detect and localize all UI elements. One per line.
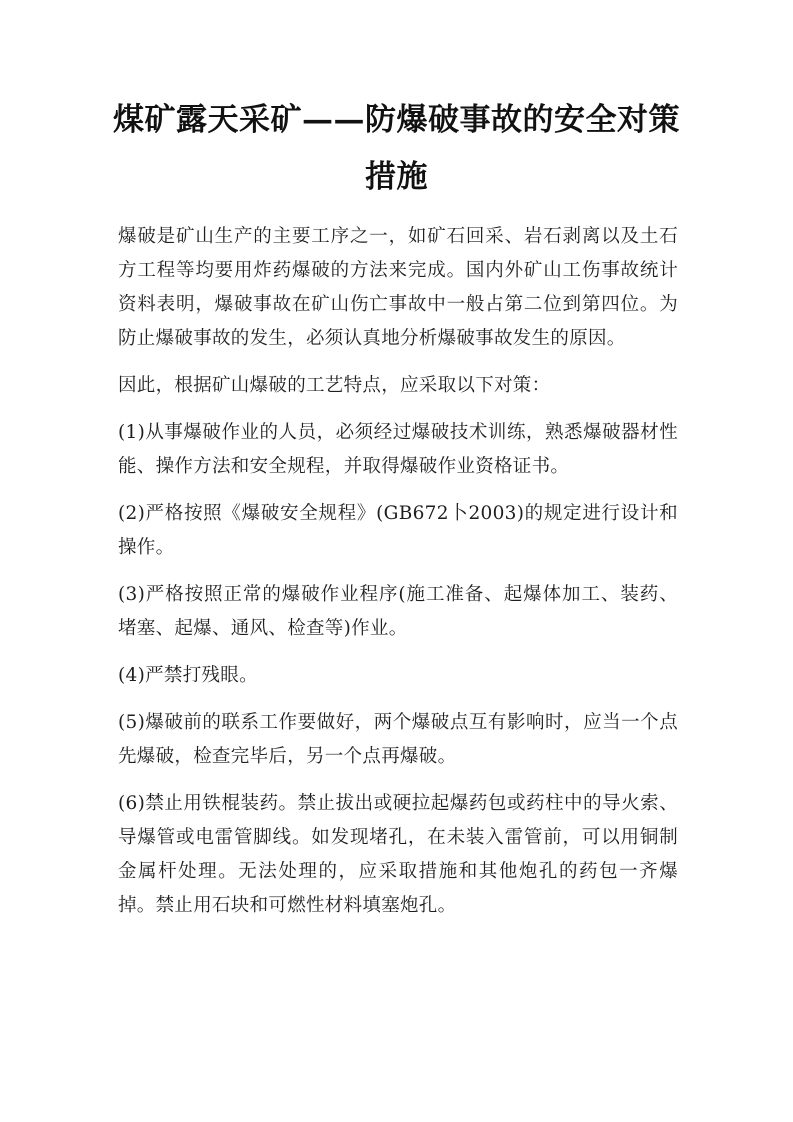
paragraph-measure-4: (4)严禁打残眼。 — [118, 665, 258, 686]
paragraph-measure-2: (2)严格按照《爆破安全规程》(GB672卜2003)的规定进行设计和操作。 — [118, 503, 678, 558]
paragraph-measure-3: (3)严格按照正常的爆破作业程序(施工准备、起爆体加工、装药、堵塞、起爆、通风、检查等)作业。 — [118, 584, 678, 639]
paragraph-measure-5: (5)爆破前的联系工作要做好，两个爆破点互有影响时，应当一个点先爆破，检查完毕后，另一个点再爆破。 — [118, 712, 678, 767]
paragraph-measure-6: (6)禁止用铁棍装药。禁止拔出或硬拉起爆药包或药柱中的导火索、导爆管或电雷管脚线。如发现堵孔，在未装入雷管前，可以用铜制金属杆处理。无法处理的，应采取措施和其他炮孔的药包一齐爆掉。禁止用石块和可燃性材料填塞炮孔。 — [118, 793, 678, 916]
paragraph-measure-1: (1)从事爆破作业的人员，必须经过爆破技术训练，熟悉爆破器材性能、操作方法和安全规程，并取得爆破作业资格证书。 — [118, 422, 678, 477]
paragraph-intro: 爆破是矿山生产的主要工序之一，如矿石回采、岩石剥离以及土石方工程等均要用炸药爆破的方法来完成。国内外矿山工伤事故统计资料表明，爆破事故在矿山伤亡事故中一般占第二位到第四位。为防止爆破事故的发生，必须认真地分析爆破事故发生的原因。 — [118, 226, 678, 349]
paragraph-lead-in: 因此，根据矿山爆破的工艺特点，应采取以下对策： — [118, 375, 551, 396]
document-title: 煤矿露天采矿——防爆破事故的安全对策措施 — [113, 102, 680, 195]
document-body — [118, 220, 678, 936]
